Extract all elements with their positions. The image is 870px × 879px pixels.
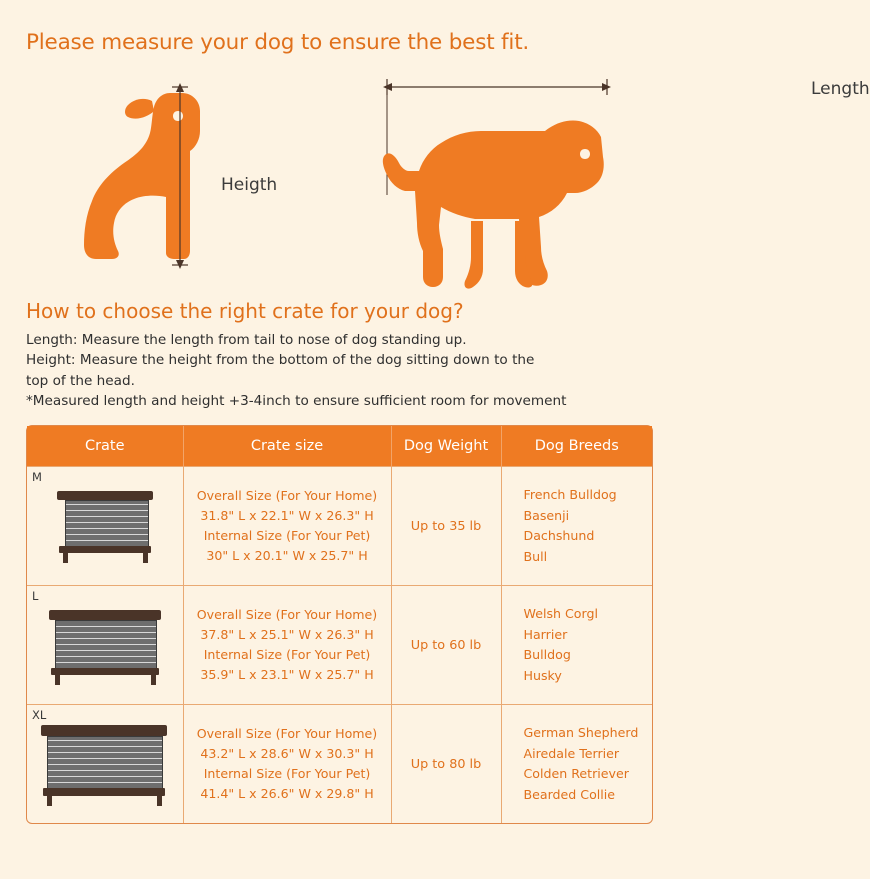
crate-image-cell <box>27 705 183 824</box>
internal-size-value: 35.9" L x 23.1" W x 25.7" H <box>200 667 374 683</box>
crate-image-cell <box>27 467 183 586</box>
overall-size-value: 43.2" L x 28.6" W x 30.3" H <box>200 746 374 762</box>
dog-crate-furniture-medium-icon <box>51 483 159 575</box>
breed-item: Dachshund <box>523 528 595 544</box>
section-title: How to choose the right crate for your dog? <box>26 299 464 323</box>
table-row <box>27 586 652 705</box>
size-tag: M <box>32 470 42 485</box>
overall-size-value: 37.8" L x 25.1" W x 26.3" H <box>200 627 374 643</box>
breed-item: Welsh Corgl <box>523 606 598 622</box>
dog-breeds-cell <box>501 705 652 824</box>
height-label: Heigth <box>221 175 278 195</box>
size-tag: XL <box>32 708 47 723</box>
internal-size-label: Internal Size (For Your Pet) <box>203 647 371 663</box>
instruction-line-2: Height: Measure the height from the bottom of the dog sitting down to the <box>26 352 535 369</box>
size-tag: L <box>32 589 39 604</box>
internal-size-label: Internal Size (For Your Pet) <box>203 766 371 782</box>
table-row <box>27 705 652 824</box>
instructions-text <box>26 331 661 411</box>
instruction-line-1: Length: Measure the length from tail to nose of dog standing up. <box>26 332 467 348</box>
standing-dog-silhouette-icon <box>379 93 619 293</box>
table-header-row <box>27 426 652 467</box>
crate-size-cell <box>183 705 391 824</box>
internal-size-label: Internal Size (For Your Pet) <box>203 528 371 544</box>
breed-item: Bearded Collie <box>523 786 616 802</box>
crate-size-cell <box>183 586 391 705</box>
breed-item: Harrier <box>523 626 568 642</box>
breed-item: Airedale Terrier <box>523 745 620 761</box>
breed-item: German Shepherd <box>523 725 639 741</box>
overall-size-label: Overall Size (For Your Home) <box>196 488 378 504</box>
sitting-dog-figure <box>66 81 246 285</box>
breed-item: Husky <box>523 667 562 683</box>
breed-item: French Bulldog <box>523 487 617 503</box>
crate-image-cell <box>27 586 183 705</box>
breed-item: Basenji <box>523 507 570 523</box>
dog-crate-furniture-xlarge-icon <box>39 717 171 813</box>
dog-weight-cell: Up to 80 lb <box>391 705 501 824</box>
overall-size-value: 31.8" L x 22.1" W x 26.3" H <box>200 508 374 524</box>
length-label: Length <box>811 79 870 99</box>
crate-size-cell <box>183 467 391 586</box>
column-header-crate-size: Crate size <box>183 426 391 467</box>
page-title: Please measure your dog to ensure the best fit. <box>26 30 530 55</box>
instruction-line-3: top of the head. <box>26 372 135 389</box>
sitting-dog-silhouette-icon <box>66 81 246 281</box>
breed-item: Colden Retriever <box>523 766 629 782</box>
dog-crate-furniture-large-icon <box>45 600 165 694</box>
internal-size-value: 30" L x 20.1" W x 25.7" H <box>206 548 368 564</box>
height-dimension-arrow <box>172 83 188 269</box>
breed-item: Bull <box>523 548 548 564</box>
column-header-crate: Crate <box>27 426 183 467</box>
infographic-page <box>0 30 870 879</box>
size-chart-table <box>26 425 653 824</box>
column-header-dog-breeds: Dog Breeds <box>501 426 652 467</box>
dog-weight-cell: Up to 60 lb <box>391 586 501 705</box>
dog-weight-cell: Up to 35 lb <box>391 467 501 586</box>
table-row <box>27 467 652 586</box>
column-header-dog-weight: Dog Weight <box>391 426 501 467</box>
overall-size-label: Overall Size (For Your Home) <box>196 726 378 742</box>
overall-size-label: Overall Size (For Your Home) <box>196 607 378 623</box>
instruction-line-4: *Measured length and height +3-4inch to ensure sufficient room for movement <box>26 392 567 409</box>
measurement-illustration <box>18 63 870 293</box>
dog-breeds-cell <box>501 467 652 586</box>
dog-breeds-cell <box>501 586 652 705</box>
internal-size-value: 41.4" L x 26.6" W x 29.8" H <box>200 786 374 802</box>
breed-item: Bulldog <box>523 647 571 663</box>
